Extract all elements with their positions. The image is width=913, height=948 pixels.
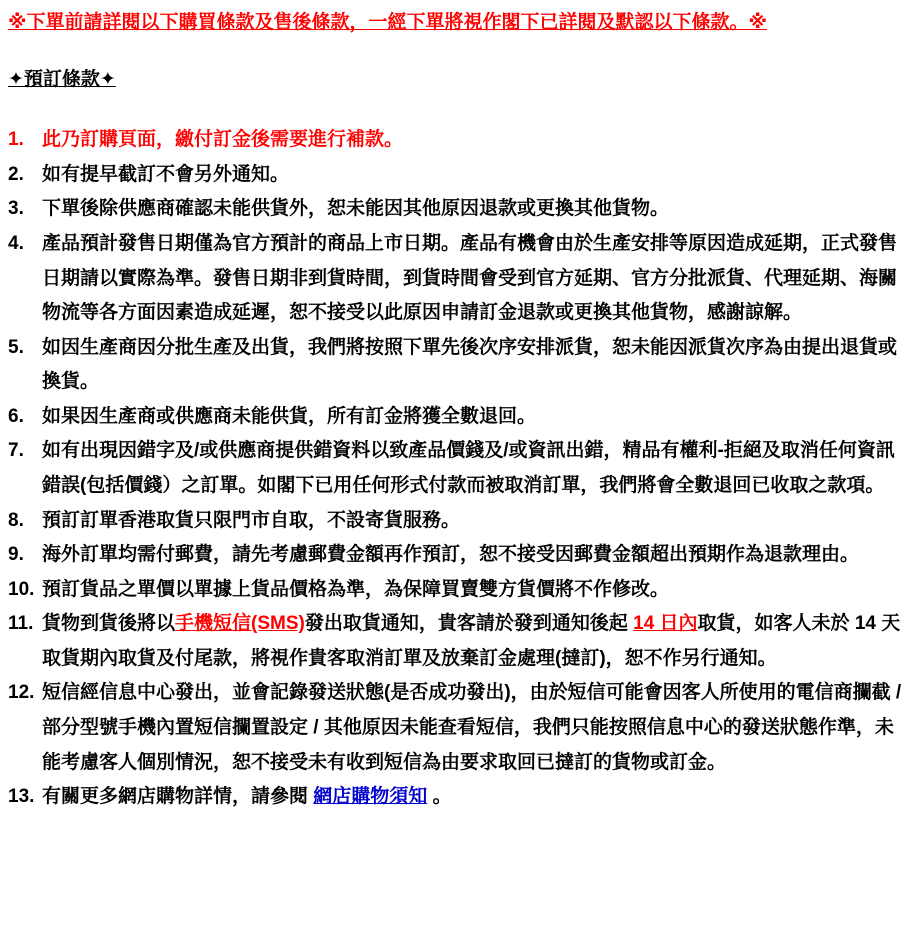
term-text <box>42 607 903 676</box>
term-item-4 <box>8 227 903 331</box>
term-text-segment: 發出取貨通知，貴客請於發到通知後起 <box>304 613 634 635</box>
term-text: 產品預計發售日期僅為官方預計的商品上市日期。產品有機會由於生產安排等原因造成延期，正式發售日期請以實際為準。發售日期非到貨時間，到貨時間會受到官方延期、官方分批派貨、代理延期、海關物流等各方面因素造成延遲，恕不接受以此原因申請訂金退款或更換其他貨物，感謝諒解。 <box>42 232 898 324</box>
sms-highlight: 手機短信(SMS) <box>175 613 305 635</box>
term-item-9 <box>8 538 903 573</box>
term-item-2 <box>8 158 903 193</box>
term-item-10 <box>8 573 903 608</box>
pickup-deadline-highlight: 14 日內 <box>633 613 698 635</box>
term-text: 如果因生產商或供應商未能供貨，所有訂金將獲全數退回。 <box>42 405 537 427</box>
term-item-1 <box>8 123 903 158</box>
term-number: 12. <box>8 682 35 704</box>
term-text-segment: 貨物到貨後將以 <box>42 613 176 635</box>
term-number: 13. <box>8 786 35 808</box>
term-text-segment: 。 <box>427 786 452 808</box>
term-number: 4. <box>8 232 24 254</box>
term-item-12 <box>8 676 903 780</box>
term-number: 3. <box>8 198 24 220</box>
term-item-5 <box>8 331 903 400</box>
term-number: 9. <box>8 544 24 566</box>
term-text: 預訂訂單香港取貨只限門市自取，不設寄貨服務。 <box>42 509 461 531</box>
term-text: 如有提早截訂不會另外通知。 <box>42 163 290 185</box>
term-number: 6. <box>8 405 24 427</box>
term-text: 此乃訂購頁面，繳付訂金後需要進行補款。 <box>42 129 404 151</box>
term-number: 8. <box>8 509 24 531</box>
term-number: 2. <box>8 163 24 185</box>
term-text <box>42 780 903 815</box>
term-number: 5. <box>8 336 24 358</box>
terms-list <box>8 123 903 815</box>
term-text-segment: 有關更多網店購物詳情，請參閱 <box>42 786 314 808</box>
term-item-13 <box>8 780 903 815</box>
term-item-7 <box>8 434 903 503</box>
term-item-8 <box>8 504 903 539</box>
term-text: 短信經信息中心發出，並會記錄發送狀態(是否成功發出)，由於短信可能會因客人所使用的電信商攔截 / 部分型號手機內置短信攔置設定 / 其他原因未能查看短信，我們只能按照信息中心的發送狀態作準，未能考慮客人個別情況，恕不接受未有收到短信為由要求取回已撻訂的貨物或訂金。 <box>42 682 902 773</box>
term-item-11 <box>8 607 903 676</box>
term-item-3 <box>8 192 903 227</box>
term-number: 11. <box>8 613 34 635</box>
shop-guide-link[interactable]: 網店購物須知 <box>313 786 428 808</box>
top-notice: ※下單前請詳閱以下購買條款及售後條款，一經下單將視作閣下已詳閱及默認以下條款。※ <box>8 12 767 33</box>
term-number: 7. <box>8 440 24 462</box>
section-title: ✦預訂條款✦ <box>8 68 116 90</box>
term-number: 10. <box>8 578 35 600</box>
term-text: 如因生產商因分批生產及出貨，我們將按照下單先後次序安排派貨，恕未能因派貨次序為由提出退貨或換貨。 <box>42 336 898 393</box>
term-text: 如有出現因錯字及/或供應商提供錯資料以致產品價錢及/或資訊出錯，精品有權利-拒絕及取消任何資訊錯誤(包括價錢）之訂單。如閣下已用任何形式付款而被取消訂單，我們將會全數退回已收取之款項。 <box>42 440 895 496</box>
term-text: 下單後除供應商確認未能供貨外，恕未能因其他原因退款或更換其他貨物。 <box>42 198 670 220</box>
term-text-segment: 取貨，如客人未於 14 天取貨期內取貨及付尾款，將視作貴客取消訂單及放棄訂金處理(撻訂)，恕不作另行通知。 <box>42 613 901 669</box>
term-number: 1. <box>8 129 24 151</box>
term-text: 預訂貨品之單價以單據上貨品價格為準，為保障買賣雙方貨價將不作修改。 <box>42 578 670 600</box>
term-text: 海外訂單均需付郵費，請先考慮郵費金額再作預訂，恕不接受因郵費金額超出預期作為退款理由。 <box>42 544 860 566</box>
term-item-6 <box>8 400 903 435</box>
